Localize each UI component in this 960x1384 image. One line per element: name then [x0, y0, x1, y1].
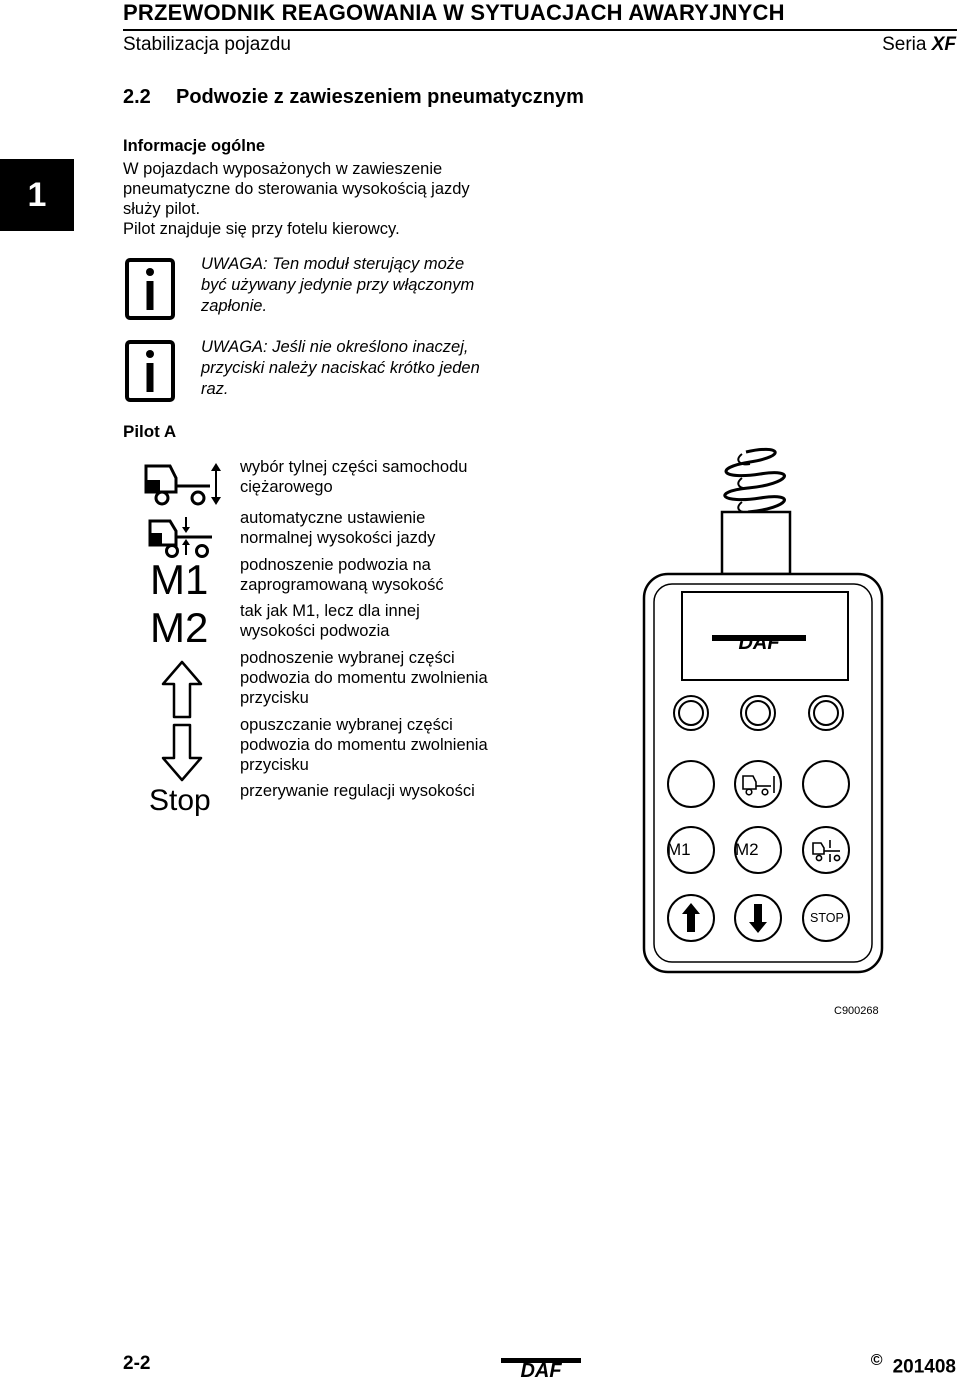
- series-prefix: Seria: [882, 34, 932, 55]
- note-line: raz.: [201, 380, 229, 398]
- m2-symbol: M2: [150, 604, 209, 651]
- legend-description: [240, 781, 530, 801]
- header-rule: [123, 29, 957, 31]
- legend-line: przerywanie regulacji wysokości: [240, 782, 475, 800]
- pilot-a-label: Pilot A: [123, 422, 177, 441]
- note-line: zapłonie.: [201, 297, 268, 315]
- document-subtitle: Stabilizacja pojazdu: [123, 34, 291, 55]
- note-line: być używany jedynie przy włączonym: [201, 276, 475, 294]
- legend-line: podnoszenie wybranej części: [240, 649, 455, 667]
- daf-logo: [712, 632, 806, 654]
- legend-line: wybór tylnej części samochodu: [240, 458, 468, 476]
- legend-description: [240, 508, 530, 548]
- note-line: UWAGA: Ten moduł sterujący może: [201, 255, 465, 273]
- series-name: XF: [931, 34, 956, 55]
- copyright-symbol: ©: [870, 1352, 883, 1369]
- intro-line: pneumatyczne do sterowania wysokością jazdy: [123, 180, 470, 198]
- intro-line: W pojazdach wyposażonych w zawieszenie: [123, 160, 443, 178]
- coiled-cable: [725, 449, 785, 512]
- legend-description: [240, 648, 530, 708]
- copyright-year: 201408: [892, 1356, 956, 1378]
- note-line: UWAGA: Jeśli nie określono inaczej,: [201, 338, 469, 356]
- footer-daf-logo: [501, 1356, 581, 1380]
- svg-text:DAF: DAF: [738, 632, 780, 654]
- legend-line: zaprogramowaną wysokość: [240, 576, 444, 594]
- legend-line: wysokości podwozia: [240, 622, 390, 640]
- info-icon: [125, 340, 175, 402]
- legend-line: ciężarowego: [240, 478, 333, 496]
- intro-heading: Informacje ogólne: [123, 137, 266, 155]
- m1-symbol: M1: [150, 556, 209, 603]
- remote-stop-button: STOP: [810, 911, 844, 925]
- rear-axle-select-icon: [140, 460, 230, 506]
- intro-line: służy pilot.: [123, 200, 201, 218]
- legend-line: przycisku: [240, 689, 309, 707]
- legend-description: [240, 715, 530, 775]
- legend-line: automatyczne ustawienie: [240, 509, 426, 527]
- legend-line: normalnej wysokości jazdy: [240, 529, 436, 547]
- intro-line: Pilot znajduje się przy fotelu kierowcy.: [123, 220, 400, 238]
- chapter-tab: 1: [0, 159, 74, 231]
- legend-line: podwozia do momentu zwolnienia: [240, 736, 488, 754]
- section-number: 2.2: [123, 86, 151, 108]
- legend-line: opuszczanie wybranej części: [240, 716, 453, 734]
- remote-control-illustration: [630, 440, 900, 980]
- figure-code: C900268: [834, 1005, 879, 1017]
- remote-m1-button: M1: [667, 840, 691, 859]
- normal-height-icon: [146, 513, 218, 559]
- note-line: przyciski należy naciskać krótko jeden: [201, 359, 480, 377]
- section-title: Podwozie z zawieszeniem pneumatycznym: [176, 86, 584, 108]
- footer-brand: DAF: [520, 1360, 562, 1380]
- legend-description: [240, 555, 530, 595]
- legend-line: tak jak M1, lecz dla innej: [240, 602, 420, 620]
- arrow-up-icon: [160, 660, 204, 720]
- legend-line: podwozia do momentu zwolnienia: [240, 669, 488, 687]
- legend-line: podnoszenie podwozia na: [240, 556, 431, 574]
- cable-gland: [722, 512, 790, 574]
- copyright: [871, 1352, 956, 1378]
- legend-line: przycisku: [240, 756, 309, 774]
- stop-symbol: Stop: [149, 784, 211, 817]
- info-icon: [125, 258, 175, 320]
- document-title: PRZEWODNIK REAGOWANIA W SYTUACJACH AWARYJNYCH: [123, 0, 785, 25]
- remote-m2-button: M2: [735, 840, 759, 859]
- legend-description: [240, 457, 530, 497]
- legend-description: [240, 601, 530, 641]
- note-text: [201, 337, 521, 400]
- series-label: [882, 34, 956, 56]
- page-number: 2-2: [123, 1353, 151, 1374]
- arrow-down-icon: [160, 722, 204, 782]
- note-text: [201, 254, 521, 317]
